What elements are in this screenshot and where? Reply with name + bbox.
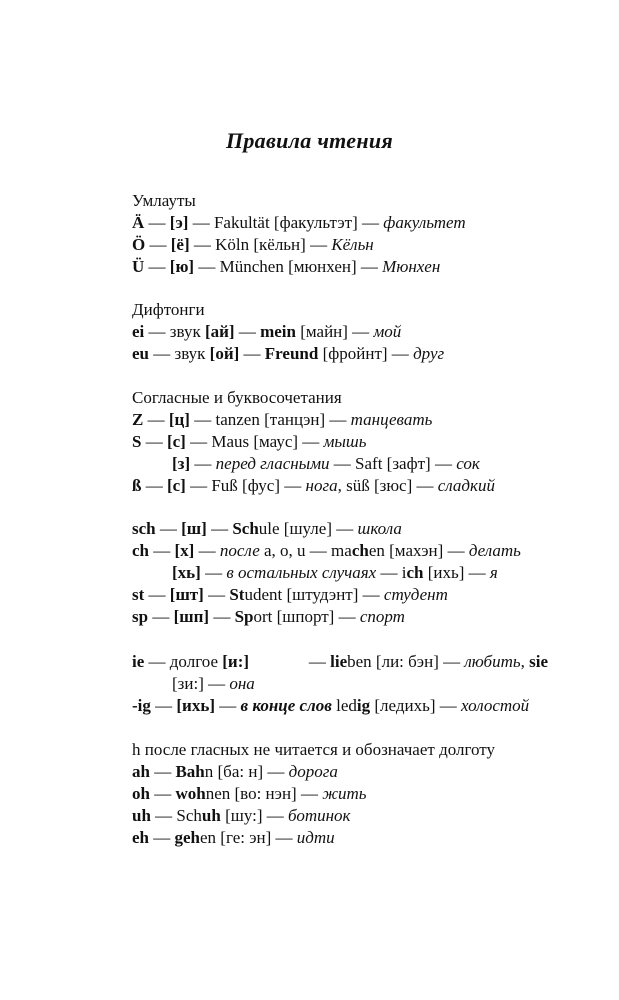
rule-line-u-umlaut: Ü — [ю] — München [мюнхен] — Мюнхен xyxy=(132,257,441,276)
rule-line-eszett: ß — [с] — Fuß [фус] — нога, süß [зюс] — сладкий xyxy=(132,476,495,495)
rule-line-ie-cont: [зи:] — она xyxy=(172,674,255,693)
rule-line-s: S — [с] — Maus [маус] — мышь xyxy=(132,432,367,451)
rule-line-ch: ch — [х] — после a, o, u — machen [махэн] — делать xyxy=(132,541,521,560)
rule-line-sch: sch — [ш] — Schule [шуле] — школа xyxy=(132,519,402,538)
rule-line-eu: eu — звук [ой] — Freund [фройнт] — друг xyxy=(132,344,445,363)
rule-line-ch-soft: [хь] — в остальных случаях — ich [ихь] — я xyxy=(172,563,498,582)
rule-line-ie: ie — долгое [и:] — lieben [ли: бэн] — любить, sie xyxy=(132,652,548,671)
rule-line-sp: sp — [шп] — Sport [шпорт] — спорт xyxy=(132,607,405,626)
rule-line-uh: uh — Schuh [шу:] — ботинок xyxy=(132,806,351,825)
rule-line-z: Z — [ц] — tanzen [танцэн] — танцевать xyxy=(132,410,433,429)
section-heading-umlauts: Умлауты xyxy=(132,191,196,210)
rule-line-eh: eh — gehen [ге: эн] — идти xyxy=(132,828,335,847)
section-heading-consonants: Согласные и буквосочетания xyxy=(132,388,342,407)
rule-line-st: st — [шт] — Student [штудэнт] — студент xyxy=(132,585,448,604)
page-title: Правила чтения xyxy=(225,128,394,153)
section-heading-h: h после гласных не читается и обозначает долготу xyxy=(132,740,496,759)
rule-line-ei: ei — звук [ай] — mein [майн] — мой xyxy=(132,322,402,341)
rule-line-o-umlaut: Ö — [ё] — Köln [кёльн] — Кёльн xyxy=(132,235,374,254)
rule-line-ig: -ig — [ихь] — в конце слов ledig [ледихь] — холостой xyxy=(132,696,530,715)
rule-line-ah: ah — Bahn [ба: н] — дорога xyxy=(132,762,338,781)
rule-line-a-umlaut: Ä — [э] — Fakultät [факультэт] — факультет xyxy=(132,213,466,232)
section-heading-diphthongs: Дифтонги xyxy=(132,300,205,319)
rule-line-oh: oh — wohnen [во: нэн] — жить xyxy=(132,784,367,803)
rule-line-s-voiced: [з] — перед гласными — Saft [зафт] — сок xyxy=(172,454,480,473)
